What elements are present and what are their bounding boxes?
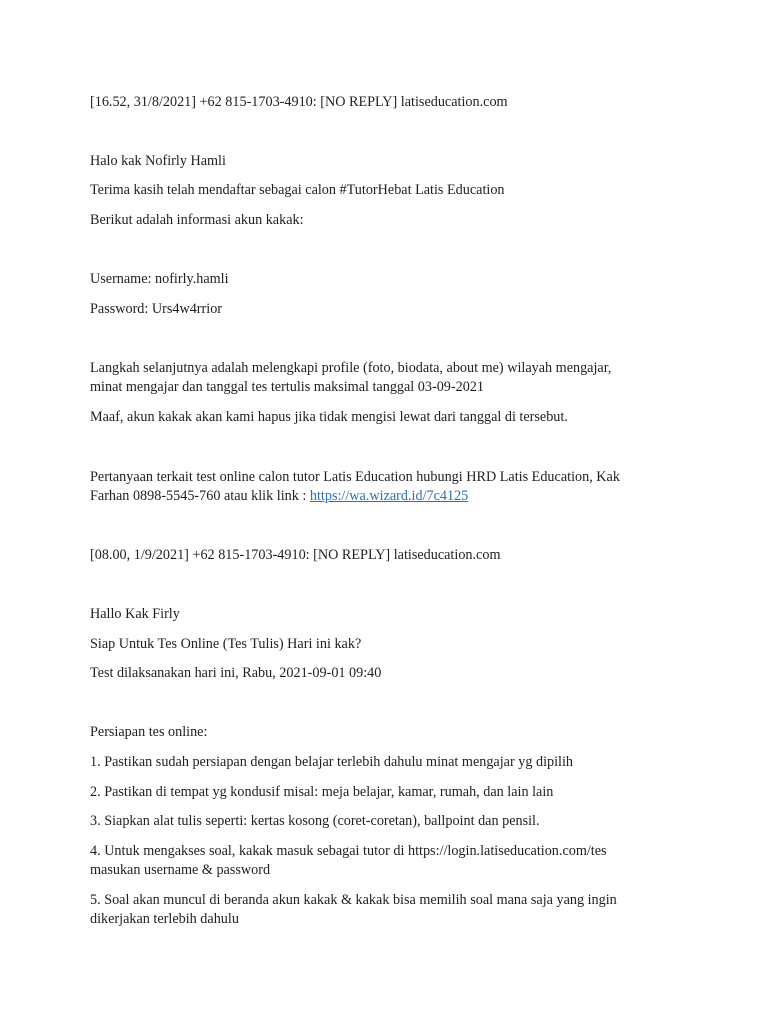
message-header-2: [08.00, 1/9/2021] +62 815-1703-4910: [NO REPLY] latiseducation.com: [90, 547, 501, 563]
next-step-line-2: minat mengajar dan tanggal tes tertulis maksimal tanggal 03-09-2021: [90, 379, 484, 395]
contact-text: Farhan 0898-5545-760 atau klik link :: [90, 488, 310, 504]
prep-step-2: 2. Pastikan di tempat yg kondusif misal: meja belajar, kamar, rumah, dan lain lain: [90, 784, 554, 800]
whatsapp-link[interactable]: https://wa.wizard.id/7c4125: [309, 488, 469, 504]
username-line: Username: nofirly.hamli: [90, 271, 229, 287]
contact-line-2: [90, 487, 680, 506]
prep-step-5-line-2: dikerjakan terlebih dahulu: [90, 911, 239, 927]
warning-line: Maaf, akun kakak akan kami hapus jika tidak mengisi lewat dari tanggal di tersebut.: [90, 409, 568, 425]
contact-line-1: Pertanyaan terkait test online calon tutor Latis Education hubungi HRD Latis Education, Kak: [90, 469, 620, 485]
test-schedule: Test dilaksanakan hari ini, Rabu, 2021-09-01 09:40: [90, 665, 382, 681]
account-intro: Berikut adalah informasi akun kakak:: [90, 212, 304, 228]
message-header-1: [16.52, 31/8/2021] +62 815-1703-4910: [NO REPLY] latiseducation.com: [90, 94, 508, 110]
greeting-2: Hallo Kak Firly: [90, 606, 180, 622]
greeting-1: Halo kak Nofirly Hamli: [90, 153, 226, 169]
prep-step-4-line-1: 4. Untuk mengakses soal, kakak masuk sebagai tutor di https://login.latiseducation.com/tes: [90, 843, 607, 859]
next-step-line-1: Langkah selanjutnya adalah melengkapi profile (foto, biodata, about me) wilayah mengajar,: [90, 360, 612, 376]
password-line: Password: Urs4w4rrior: [90, 301, 223, 317]
prep-title: Persiapan tes online:: [90, 724, 208, 740]
thanks-line: Terima kasih telah mendaftar sebagai calon #TutorHebat Latis Education: [90, 182, 505, 198]
prep-step-3: 3. Siapkan alat tulis seperti: kertas kosong (coret-coretan), ballpoint dan pensil.: [90, 813, 540, 829]
prep-step-1: 1. Pastikan sudah persiapan dengan belajar terlebih dahulu minat mengajar yg dipilih: [90, 754, 574, 770]
test-question: Siap Untuk Tes Online (Tes Tulis) Hari ini kak?: [90, 636, 362, 652]
prep-step-4-line-2: masukan username & password: [90, 862, 271, 878]
prep-step-5-line-1: 5. Soal akan muncul di beranda akun kakak & kakak bisa memilih soal mana saja yang ingin: [90, 892, 617, 908]
